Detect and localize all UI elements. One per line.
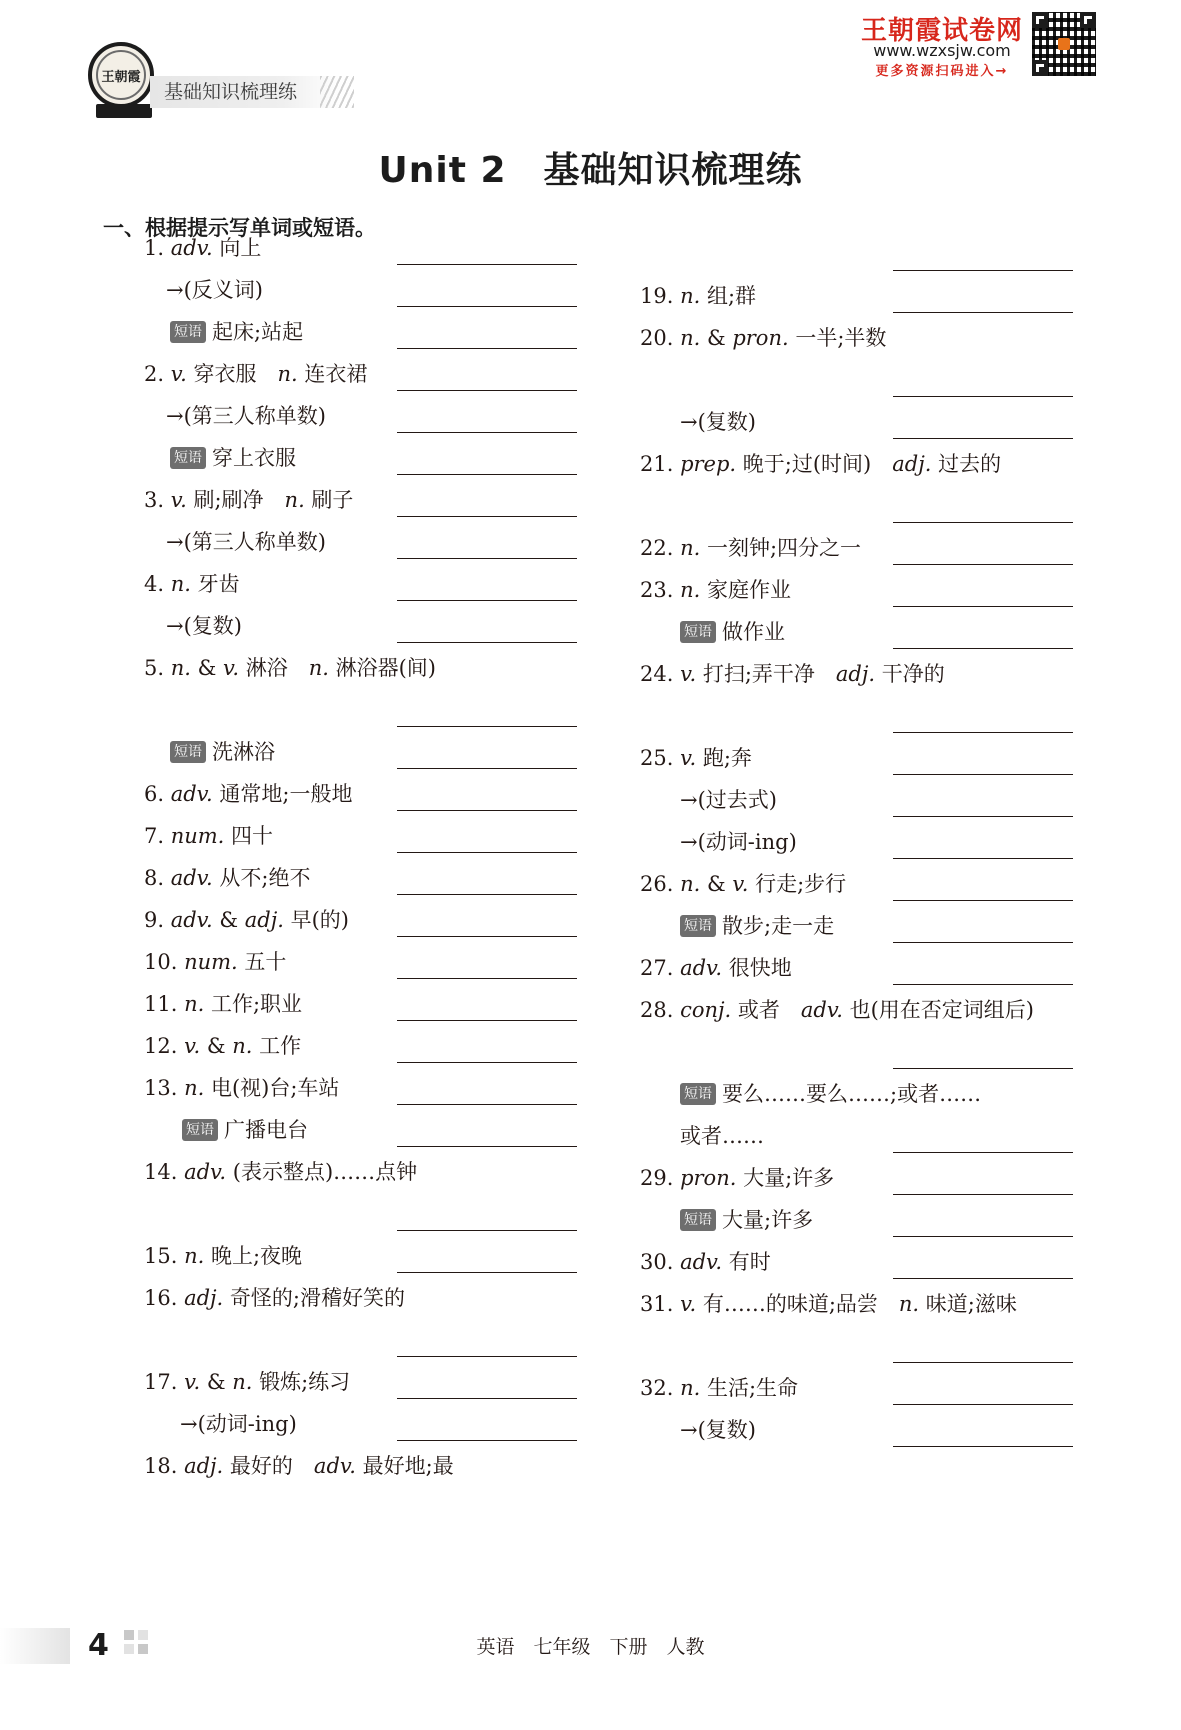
- left-answer-blank-22[interactable]: [397, 1230, 577, 1231]
- phrase-badge: 短语: [680, 915, 716, 937]
- item-text: 16. adj. 奇怪的;滑稽好笑的: [144, 1286, 405, 1310]
- section-tab: 基础知识梳理练: [150, 76, 340, 108]
- page-title: Unit 2 基础知识梳理练: [378, 150, 803, 191]
- right-answer-blank-16[interactable]: [893, 1068, 1073, 1069]
- item-text: 9. adv. & adj. 早(的): [144, 908, 349, 932]
- item-text: 5. n. & v. 淋浴 n. 淋浴器(间): [144, 656, 436, 680]
- item-text: 23. n. 家庭作业: [640, 578, 791, 602]
- right-answer-blank-1[interactable]: [893, 270, 1073, 271]
- right-answer-blank-18[interactable]: [893, 1194, 1073, 1195]
- left-answer-blank-13[interactable]: [397, 810, 577, 811]
- item-text: 24. v. 打扫;弄干净 adj. 干净的: [640, 662, 945, 686]
- item-text: →(反义词): [166, 278, 263, 302]
- right-answer-blank-17[interactable]: [893, 1152, 1073, 1153]
- left-item-1: [144, 232, 261, 264]
- right-item-20: [640, 1246, 771, 1278]
- right-answer-blank-12[interactable]: [893, 858, 1073, 859]
- right-item-7: [680, 616, 785, 648]
- tab-stripes-decoration: [320, 76, 354, 108]
- left-answer-blank-5[interactable]: [397, 432, 577, 433]
- left-answer-blank-16[interactable]: [397, 936, 577, 937]
- left-answer-blank-19[interactable]: [397, 1062, 577, 1063]
- left-answer-blank-14[interactable]: [397, 852, 577, 853]
- left-item-25: [144, 1366, 350, 1398]
- right-item-4: [640, 448, 1001, 480]
- exercise-instruction: 一、根据提示写单词或短语。: [103, 216, 376, 240]
- item-text: 30. adv. 有时: [640, 1250, 771, 1274]
- left-item-15: [144, 862, 311, 894]
- brand-tip: 更多资源扫码进入→: [875, 64, 1009, 79]
- right-item-18: [640, 1162, 834, 1194]
- left-item-24: [144, 1282, 405, 1314]
- left-answer-blank-8[interactable]: [397, 558, 577, 559]
- item-text: 15. n. 晚上;夜晚: [144, 1244, 303, 1268]
- item-text: 做作业: [722, 620, 785, 644]
- item-text: 29. pron. 大量;许多: [640, 1166, 835, 1190]
- item-text: 2. v. 穿衣服 n. 连衣裙: [144, 362, 368, 386]
- right-item-14: [640, 952, 792, 984]
- item-text: 7. num. 四十: [144, 824, 274, 848]
- right-item-22: [640, 1372, 798, 1404]
- left-item-9: [144, 568, 240, 600]
- item-text: 28. conj. 或者 adv. 也(用在否定词组后): [640, 998, 1034, 1022]
- left-item-14: [144, 820, 273, 852]
- right-item-3: [680, 406, 756, 438]
- left-answer-blank-12[interactable]: [397, 768, 577, 769]
- left-answer-blank-6[interactable]: [397, 474, 577, 475]
- item-text: 14. adv. (表示整点)……点钟: [144, 1160, 418, 1184]
- right-item-9: [640, 742, 752, 774]
- item-text: 8. adv. 从不;绝不: [144, 866, 311, 890]
- item-text: 20. n. & pron. 一半;半数: [640, 326, 887, 350]
- item-text: 或者……: [680, 1124, 764, 1148]
- right-item-19: [680, 1204, 813, 1236]
- right-answer-blank-22[interactable]: [893, 1404, 1073, 1405]
- left-item-16: [144, 904, 349, 936]
- item-text: →(第三人称单数): [166, 530, 326, 554]
- right-answer-blank-6[interactable]: [893, 564, 1073, 565]
- item-text: 要么……要么……;或者……: [722, 1082, 982, 1106]
- page-number: 4: [88, 1628, 109, 1663]
- item-text: 26. n. & v. 行走;步行: [640, 872, 847, 896]
- left-answer-blank-17[interactable]: [397, 978, 577, 979]
- left-item-13: [144, 778, 352, 810]
- right-answer-blank-23[interactable]: [893, 1446, 1073, 1447]
- left-answer-blank-11[interactable]: [397, 726, 577, 727]
- item-text: 穿上衣服: [212, 446, 296, 470]
- left-answer-blank-3[interactable]: [397, 348, 577, 349]
- item-text: 洗淋浴: [212, 740, 275, 764]
- item-text: →(过去式): [680, 788, 777, 812]
- left-answer-blank-25[interactable]: [397, 1398, 577, 1399]
- right-answer-blank-11[interactable]: [893, 816, 1073, 817]
- left-item-21: [182, 1114, 308, 1146]
- right-answer-blank-4[interactable]: [893, 438, 1073, 439]
- right-answer-blank-20[interactable]: [893, 1278, 1073, 1279]
- item-text: →(动词-ing): [680, 830, 797, 854]
- left-item-19: [144, 1030, 301, 1062]
- item-text: 12. v. & n. 工作: [144, 1034, 302, 1058]
- right-answer-blank-3[interactable]: [893, 396, 1073, 397]
- phrase-badge: 短语: [680, 1083, 716, 1105]
- left-item-12: [170, 736, 275, 768]
- left-item-20: [144, 1072, 339, 1104]
- left-item-23: [144, 1240, 302, 1272]
- left-item-17: [144, 946, 286, 978]
- item-text: →(复数): [680, 1418, 756, 1442]
- left-answer-blank-21[interactable]: [397, 1146, 577, 1147]
- item-text: →(动词-ing): [180, 1412, 297, 1436]
- right-item-21: [640, 1288, 1017, 1320]
- left-item-2: [166, 274, 263, 306]
- phrase-badge: 短语: [680, 1209, 716, 1231]
- right-item-5: [640, 532, 861, 564]
- left-item-26: [180, 1408, 297, 1440]
- left-answer-blank-2[interactable]: [397, 306, 577, 307]
- left-answer-blank-23[interactable]: [397, 1272, 577, 1273]
- logo-text: 王朝霞: [96, 50, 146, 100]
- right-item-1: [640, 280, 756, 312]
- right-item-2: [640, 322, 886, 354]
- right-answer-blank-2[interactable]: [893, 312, 1073, 313]
- brand-url: www.wzxsjw.com: [873, 41, 1011, 60]
- right-answer-blank-7[interactable]: [893, 606, 1073, 607]
- item-text: 31. v. 有……的味道;品尝 n. 味道;滋味: [640, 1292, 1017, 1316]
- right-item-13: [680, 910, 834, 942]
- item-text: 1. adv. 向上: [144, 236, 262, 260]
- right-answer-blank-21[interactable]: [893, 1362, 1073, 1363]
- left-item-4: [144, 358, 367, 390]
- item-text: 10. num. 五十: [144, 950, 287, 974]
- phrase-badge: 短语: [182, 1119, 218, 1141]
- phrase-badge: 短语: [170, 447, 206, 469]
- item-text: 21. prep. 晚于;过(时间) adj. 过去的: [640, 452, 1002, 476]
- item-text: 起床;站起: [212, 320, 304, 344]
- right-answer-blank-8[interactable]: [893, 648, 1073, 649]
- left-answer-blank-26[interactable]: [397, 1440, 577, 1441]
- item-text: 广播电台: [224, 1118, 308, 1142]
- item-text: 22. n. 一刻钟;四分之一: [640, 536, 862, 560]
- right-item-6: [640, 574, 791, 606]
- left-answer-blank-9[interactable]: [397, 600, 577, 601]
- right-answer-blank-13[interactable]: [893, 900, 1073, 901]
- item-text: 25. v. 跑;奔: [640, 746, 752, 770]
- left-answer-blank-1[interactable]: [397, 264, 577, 265]
- item-text: 大量;许多: [722, 1208, 814, 1232]
- publisher-logo: [88, 42, 154, 108]
- left-item-3: [170, 316, 303, 348]
- left-answer-blank-7[interactable]: [397, 516, 577, 517]
- right-item-23: [680, 1414, 756, 1446]
- right-item-17: [680, 1120, 764, 1152]
- right-answer-blank-10[interactable]: [893, 774, 1073, 775]
- left-answer-blank-10[interactable]: [397, 642, 577, 643]
- left-item-18: [144, 988, 302, 1020]
- left-item-22: [144, 1156, 417, 1188]
- right-item-16: [680, 1078, 981, 1110]
- item-text: 32. n. 生活;生命: [640, 1376, 799, 1400]
- item-text: 13. n. 电(视)台;车站: [144, 1076, 340, 1100]
- item-text: 18. adj. 最好的 adv. 最好地;最: [144, 1454, 454, 1478]
- item-text: 3. v. 刷;刷净 n. 刷子: [144, 488, 354, 512]
- item-text: 散步;走一走: [722, 914, 835, 938]
- item-text: 17. v. & n. 锻炼;练习: [144, 1370, 351, 1394]
- left-item-11: [144, 652, 436, 684]
- right-item-10: [680, 784, 777, 816]
- left-item-6: [170, 442, 296, 474]
- left-item-8: [166, 526, 326, 558]
- left-answer-blank-15[interactable]: [397, 894, 577, 895]
- right-answer-blank-19[interactable]: [893, 1236, 1073, 1237]
- logo-ribbon: [96, 104, 152, 118]
- item-text: 4. n. 牙齿: [144, 572, 240, 596]
- phrase-badge: 短语: [170, 741, 206, 763]
- item-text: 6. adv. 通常地;一般地: [144, 782, 353, 806]
- left-answer-blank-4[interactable]: [397, 390, 577, 391]
- left-item-10: [166, 610, 242, 642]
- item-text: →(第三人称单数): [166, 404, 326, 428]
- left-item-7: [144, 484, 353, 516]
- item-text: →(复数): [680, 410, 756, 434]
- right-answer-blank-9[interactable]: [893, 732, 1073, 733]
- brand-name: 王朝霞试卷网: [860, 16, 1023, 46]
- right-answer-blank-15[interactable]: [893, 984, 1073, 985]
- right-answer-blank-14[interactable]: [893, 942, 1073, 943]
- right-item-11: [680, 826, 797, 858]
- left-answer-blank-20[interactable]: [397, 1104, 577, 1105]
- footer-book-info: 英语 七年级 下册 人教: [476, 1636, 705, 1658]
- item-text: 27. adv. 很快地: [640, 956, 792, 980]
- phrase-badge: 短语: [680, 621, 716, 643]
- item-text: →(复数): [166, 614, 242, 638]
- right-item-12: [640, 868, 846, 900]
- qr-code-icon[interactable]: [1032, 12, 1096, 76]
- left-answer-blank-24[interactable]: [397, 1356, 577, 1357]
- right-answer-blank-5[interactable]: [893, 522, 1073, 523]
- left-item-5: [166, 400, 326, 432]
- item-text: 11. n. 工作;职业: [144, 992, 303, 1016]
- right-item-8: [640, 658, 945, 690]
- item-text: 19. n. 组;群: [640, 284, 757, 308]
- phrase-badge: 短语: [170, 321, 206, 343]
- left-item-27: [144, 1450, 454, 1482]
- left-answer-blank-18[interactable]: [397, 1020, 577, 1021]
- right-item-15: [640, 994, 1034, 1026]
